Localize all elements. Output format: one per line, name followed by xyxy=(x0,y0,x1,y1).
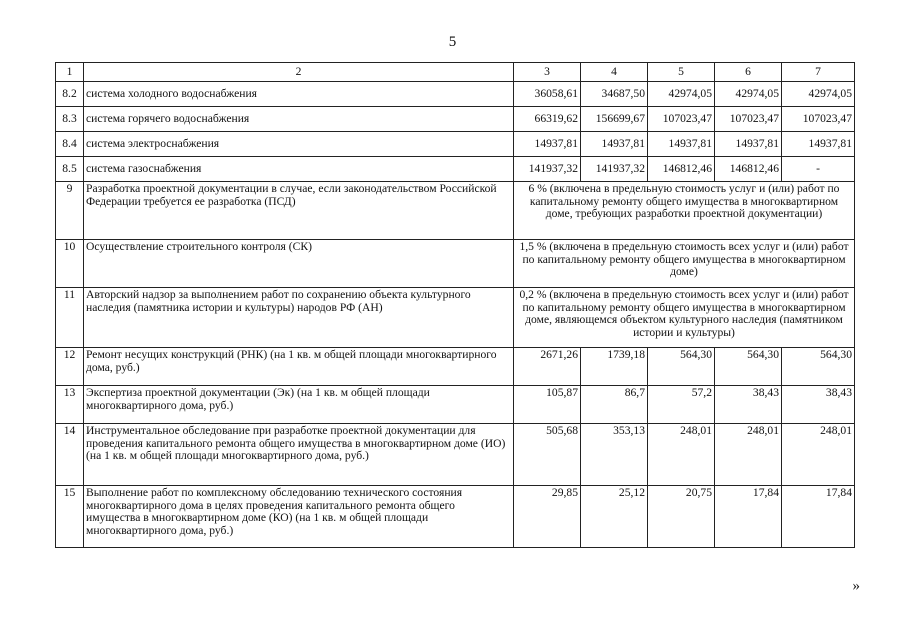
page-number: 5 xyxy=(448,34,457,50)
row-description: система горячего водоснабжения xyxy=(84,107,514,132)
row-description: Инструментальное обследование при разработке проектной документации для проведения капитального ремонта общего имущества в многоквартирном доме (ИО) (на 1 кв. м общей площади многоквартирного дома, руб.) xyxy=(84,424,514,486)
row-number: 12 xyxy=(56,348,84,386)
value-cell: 17,84 xyxy=(715,486,782,548)
table-row xyxy=(56,486,855,548)
value-cell: 248,01 xyxy=(648,424,715,486)
table-row xyxy=(56,288,855,348)
row-description: Ремонт несущих конструкций (РНК) (на 1 кв. м общей площади многоквартирного дома, руб.) xyxy=(84,348,514,386)
row-number: 13 xyxy=(56,386,84,424)
value-cell: 86,7 xyxy=(581,386,648,424)
table-row xyxy=(56,348,855,386)
header-cell: 1 xyxy=(56,63,84,82)
table-header-row xyxy=(56,63,855,82)
row-description: система холодного водоснабжения xyxy=(84,82,514,107)
value-cell: 14937,81 xyxy=(581,132,648,157)
value-cell: 248,01 xyxy=(782,424,855,486)
table-row xyxy=(56,240,855,288)
row-number: 14 xyxy=(56,424,84,486)
value-cell: 66319,62 xyxy=(514,107,581,132)
value-cell: 14937,81 xyxy=(514,132,581,157)
row-number: 11 xyxy=(56,288,84,348)
row-description: Экспертиза проектной документации (Эк) (на 1 кв. м общей площади многоквартирного дома, руб.) xyxy=(84,386,514,424)
header-cell: 4 xyxy=(581,63,648,82)
value-cell: 38,43 xyxy=(782,386,855,424)
value-cell: 25,12 xyxy=(581,486,648,548)
value-cell: 505,68 xyxy=(514,424,581,486)
closing-quote-mark: » xyxy=(852,578,860,594)
value-cell: 2671,26 xyxy=(514,348,581,386)
value-cell: 14937,81 xyxy=(782,132,855,157)
cost-table xyxy=(55,62,855,548)
value-cell: 1739,18 xyxy=(581,348,648,386)
value-cell: 107023,47 xyxy=(782,107,855,132)
table-row xyxy=(56,132,855,157)
value-cell: 17,84 xyxy=(782,486,855,548)
row-number: 8.4 xyxy=(56,132,84,157)
value-cell: 141937,32 xyxy=(581,157,648,182)
row-description: Авторский надзор за выполнением работ по сохранению объекта культурного наследия (памятника истории и культуры) народов РФ (АН) xyxy=(84,288,514,348)
row-number: 8.2 xyxy=(56,82,84,107)
row-description: Разработка проектной документации в случае, если законодательством Российской Федерации требуется ее разработка (ПСД) xyxy=(84,182,514,240)
value-cell: 42974,05 xyxy=(648,82,715,107)
value-cell: 57,2 xyxy=(648,386,715,424)
merged-rate-cell: 0,2 % (включена в предельную стоимость всех услуг и (или) работ по капитальному ремонту общего имущества в многоквартирном доме, являющемся объектом культурного наследия (памятником истории и культуры) xyxy=(514,288,855,348)
header-cell: 2 xyxy=(84,63,514,82)
value-cell: 14937,81 xyxy=(715,132,782,157)
table-row xyxy=(56,424,855,486)
row-number: 9 xyxy=(56,182,84,240)
value-cell: 20,75 xyxy=(648,486,715,548)
value-cell: 564,30 xyxy=(648,348,715,386)
header-cell: 7 xyxy=(782,63,855,82)
value-cell: 564,30 xyxy=(715,348,782,386)
value-cell: 105,87 xyxy=(514,386,581,424)
row-number: 8.5 xyxy=(56,157,84,182)
row-description: Осуществление строительного контроля (СК) xyxy=(84,240,514,288)
table-row xyxy=(56,157,855,182)
row-description: система электроснабжения xyxy=(84,132,514,157)
value-cell: 38,43 xyxy=(715,386,782,424)
row-description: система газоснабжения xyxy=(84,157,514,182)
row-number: 15 xyxy=(56,486,84,548)
value-cell: 353,13 xyxy=(581,424,648,486)
value-cell: 156699,67 xyxy=(581,107,648,132)
value-cell: 34687,50 xyxy=(581,82,648,107)
value-cell: 14937,81 xyxy=(648,132,715,157)
merged-rate-cell: 6 % (включена в предельную стоимость услуг и (или) работ по капитальному ремонту общего имущества в многоквартирном доме, требующих разработки проектной документации) xyxy=(514,182,855,240)
row-description: Выполнение работ по комплексному обследованию технического состояния многоквартирного дома в целях проведения капитального ремонта общего имущества в многоквартирном доме (КО) (на 1 кв. м общей площади многоквартирного дома, руб.) xyxy=(84,486,514,548)
header-cell: 6 xyxy=(715,63,782,82)
value-cell: 29,85 xyxy=(514,486,581,548)
value-cell: 146812,46 xyxy=(715,157,782,182)
value-cell: 248,01 xyxy=(715,424,782,486)
table-row xyxy=(56,107,855,132)
value-cell: 42974,05 xyxy=(782,82,855,107)
header-cell: 5 xyxy=(648,63,715,82)
value-cell: 141937,32 xyxy=(514,157,581,182)
value-cell: 146812,46 xyxy=(648,157,715,182)
header-cell: 3 xyxy=(514,63,581,82)
value-cell: 564,30 xyxy=(782,348,855,386)
value-cell: 36058,61 xyxy=(514,82,581,107)
value-cell: - xyxy=(782,157,855,182)
table-row xyxy=(56,82,855,107)
merged-rate-cell: 1,5 % (включена в предельную стоимость всех услуг и (или) работ по капитальному ремонту общего имущества в многоквартирном доме) xyxy=(514,240,855,288)
table-row xyxy=(56,182,855,240)
value-cell: 107023,47 xyxy=(715,107,782,132)
row-number: 8.3 xyxy=(56,107,84,132)
value-cell: 42974,05 xyxy=(715,82,782,107)
value-cell: 107023,47 xyxy=(648,107,715,132)
row-number: 10 xyxy=(56,240,84,288)
table-row xyxy=(56,386,855,424)
